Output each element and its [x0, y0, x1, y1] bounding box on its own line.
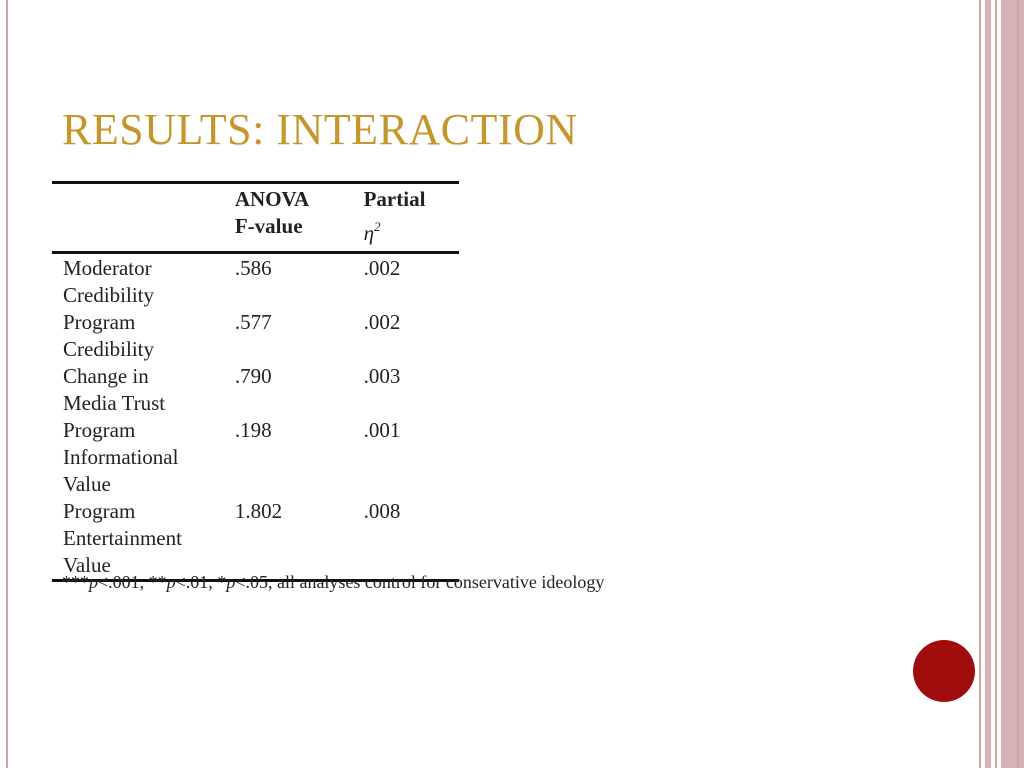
table-body: [52, 253, 459, 581]
eta-symbol: [364, 221, 381, 245]
row-label-line: Change in: [63, 364, 149, 388]
header-anova-f-value: [235, 183, 364, 253]
f-value-cell: .198: [234, 418, 272, 442]
footnote-p-var: p: [89, 572, 98, 592]
row-label-line: Entertainment: [63, 526, 182, 550]
row-label-line: Program: [63, 418, 136, 442]
f-value-cell: .586: [234, 256, 272, 280]
right-stripe: [995, 0, 997, 768]
left-border-line: [6, 0, 8, 768]
eta-superscript: 2: [374, 219, 381, 234]
footnote-stars: **: [148, 572, 167, 592]
table-header-row: [52, 183, 459, 253]
header-anova-line1: ANOVA: [234, 187, 310, 211]
row-label-line: Value: [63, 553, 111, 577]
right-stripe: [985, 0, 991, 768]
header-partial-eta: [364, 183, 459, 253]
right-stripe: [979, 0, 981, 768]
row-label-line: Program: [63, 499, 136, 523]
eta-char: η: [363, 221, 375, 245]
slide-title: RESULTS: INTERACTION: [62, 105, 578, 154]
footnote-stars: *: [217, 572, 227, 592]
footnote-text: <.01,: [175, 572, 218, 592]
row-label-line: Credibility: [63, 337, 154, 361]
table-row: [52, 417, 459, 498]
row-label-line: Informational: [63, 445, 179, 469]
table-row: [52, 363, 459, 417]
footnote-text: <.001,: [98, 572, 149, 592]
row-label-line: Media Trust: [63, 391, 166, 415]
f-value-cell: .790: [234, 364, 272, 388]
row-label: [52, 498, 235, 581]
decorative-red-circle: [913, 640, 975, 702]
row-label: [52, 253, 235, 310]
table-row: [52, 309, 459, 363]
row-label: [52, 309, 235, 363]
f-value-cell: 1.802: [234, 499, 283, 523]
footnote: [62, 572, 604, 593]
header-anova-line2: F-value: [234, 214, 303, 238]
header-empty-cell: [52, 183, 235, 253]
table-row: [52, 498, 459, 581]
table-row: [52, 253, 459, 310]
right-stripe: [1017, 0, 1019, 768]
row-label-line: Moderator: [63, 256, 152, 280]
footnote-stars: ***: [62, 572, 89, 592]
footnote-text: <.05, all analyses control for conservative ideology: [235, 572, 605, 592]
row-label-line: Value: [63, 472, 111, 496]
partial-eta-cell: .003: [363, 364, 401, 388]
partial-eta-cell: .008: [363, 499, 401, 523]
footnote-p-var: p: [226, 572, 236, 592]
partial-eta-cell: .001: [363, 418, 401, 442]
row-label: [52, 417, 235, 498]
row-label-line: Credibility: [63, 283, 154, 307]
results-table-container: [52, 181, 459, 582]
row-label: [52, 363, 235, 417]
row-label-line: Program: [63, 310, 136, 334]
header-partial-line1: Partial: [363, 187, 426, 211]
partial-eta-cell: .002: [363, 256, 401, 280]
right-stripe: [1001, 0, 1024, 768]
results-table: [52, 181, 459, 582]
f-value-cell: .577: [234, 310, 272, 334]
partial-eta-cell: .002: [363, 310, 401, 334]
footnote-p-var: p: [166, 572, 176, 592]
